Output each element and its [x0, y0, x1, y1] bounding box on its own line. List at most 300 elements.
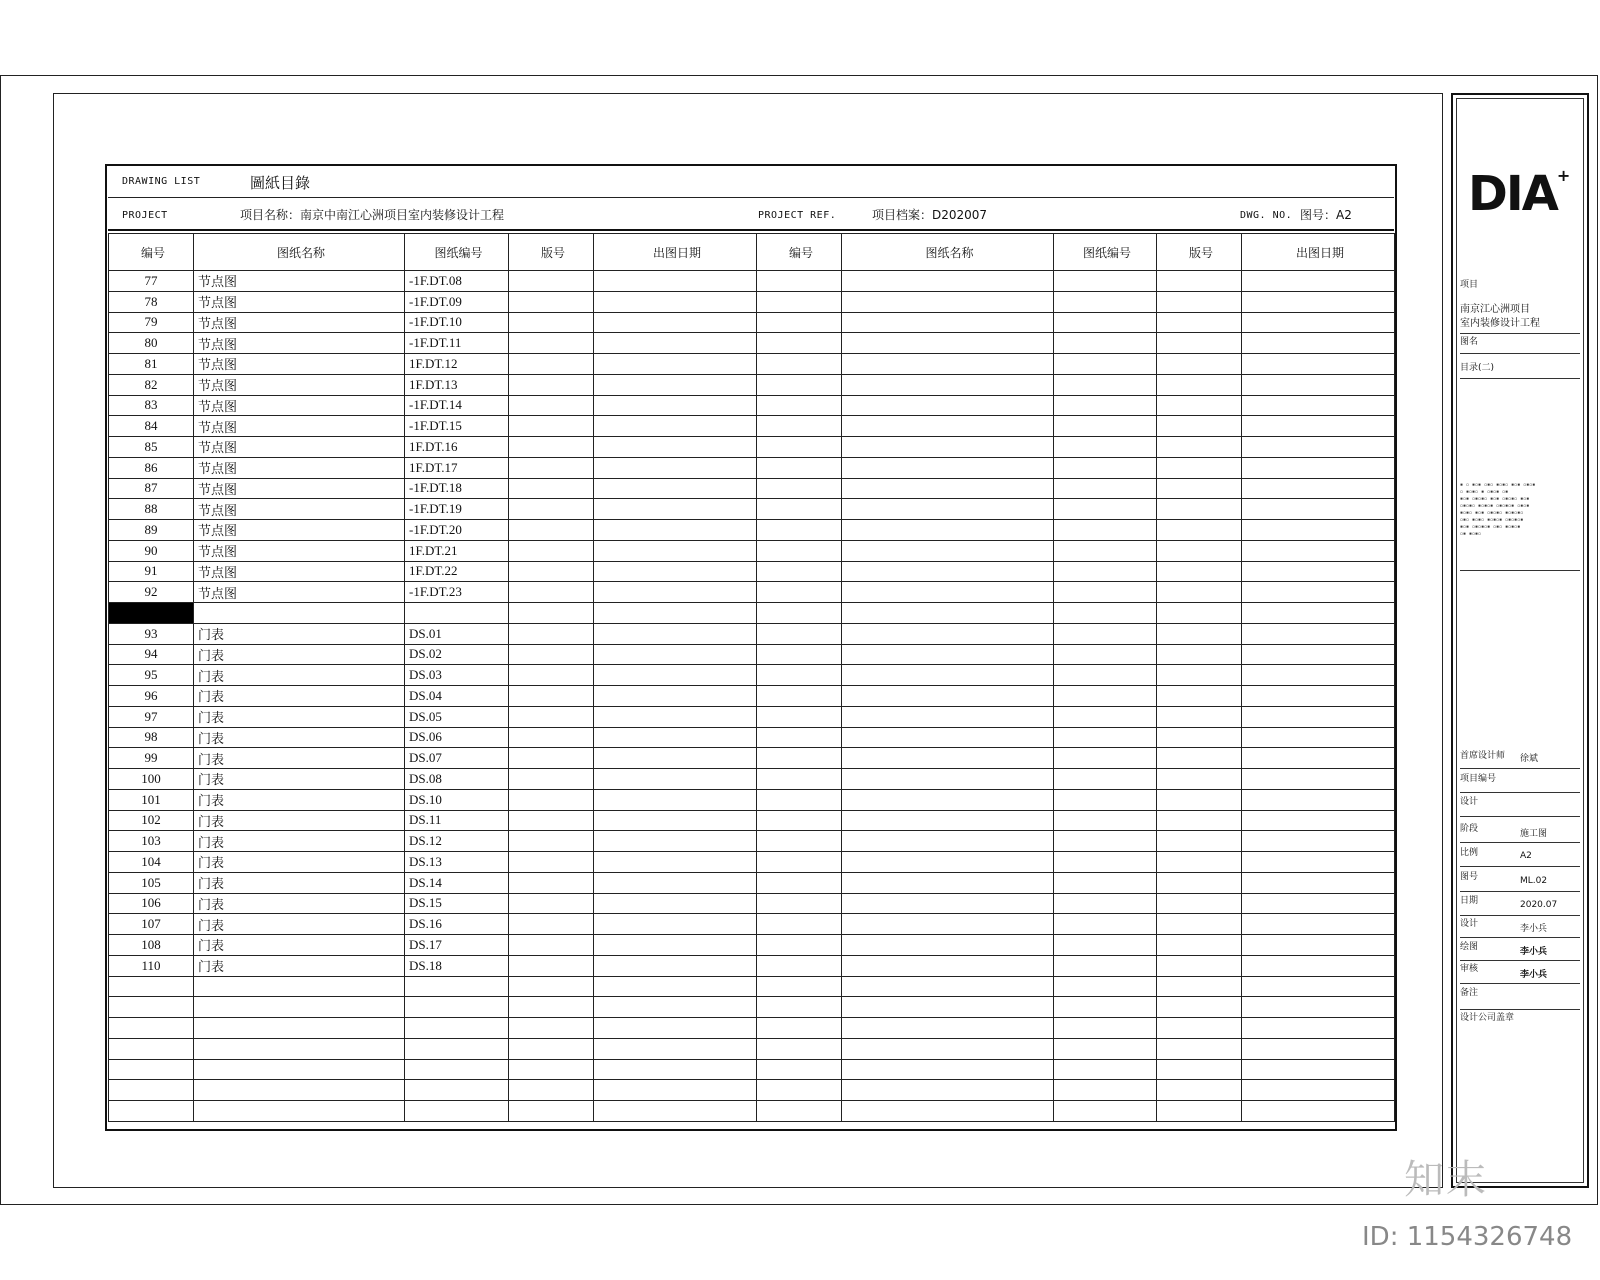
row-drawing-code [405, 1018, 509, 1039]
tb-fine-print: ▪ ▫ ▪▫▪ ▫▪▫ ▪▫▪▫ ▪▫▪ ▫▪▫▪ ▫ ▪▫▪▫ ▪ ▫▪▫▪ ▫▪ ▪▫▪ ▫▪▫▪▫ ▪▫▪ ▫▪▫▪▫ ▪▫▪ ▫▪▫▪▫ ▪▫▪▫▪ ▫▪▫▪▫▪ ▫▪▫▪ ▪▫▪▫ ▪▫▪ ▫▪▫▪▫ ▪▫▪▫▪▫ ▫▪▫ ▪▫▪▫ ▪▫▪▫▪ ▫▪▫▪▫▪ ▪▫▪ ▫▪▫▪▫▪ ▫▪▫ ▪▫▪▫▪ ▫▪ ▪▫▪▫ [1460, 482, 1536, 537]
empty-cell [842, 623, 1054, 644]
empty-cell [757, 416, 842, 437]
empty-cell [1242, 914, 1395, 935]
row-number [109, 997, 194, 1018]
empty-cell [1242, 810, 1395, 831]
empty-cell [1157, 271, 1242, 292]
table-row [109, 271, 1395, 292]
empty-cell [1054, 914, 1157, 935]
empty-cell [757, 665, 842, 686]
row-drawing-code: DS.12 [405, 831, 509, 852]
row-drawing-name: 门表 [194, 872, 405, 893]
empty-cell [1054, 499, 1157, 520]
empty-cell [594, 520, 757, 541]
empty-cell [1054, 1101, 1157, 1122]
empty-cell [594, 727, 757, 748]
empty-cell [1242, 1101, 1395, 1122]
table-row [109, 852, 1395, 873]
row-number: 101 [109, 789, 194, 810]
table-row [109, 374, 1395, 395]
tb-company-stamp: 设计公司盖章 [1460, 1013, 1515, 1023]
empty-cell [1157, 769, 1242, 790]
empty-cell [1242, 1080, 1395, 1101]
empty-cell [757, 789, 842, 810]
row-drawing-name: 节点图 [194, 271, 405, 292]
row-drawing-code: -1F.DT.14 [405, 395, 509, 416]
tb-checker-label: 审核 [1460, 964, 1479, 974]
empty-cell [1157, 789, 1242, 810]
empty-cell [594, 1018, 757, 1039]
row-drawing-code: DS.07 [405, 748, 509, 769]
empty-cell [757, 644, 842, 665]
empty-cell [842, 748, 1054, 769]
empty-cell [594, 769, 757, 790]
empty-cell [1054, 644, 1157, 665]
tb-divider [1460, 937, 1580, 938]
empty-cell [842, 374, 1054, 395]
tb-designer-signature: 李小兵 [1520, 924, 1548, 934]
empty-cell [594, 831, 757, 852]
row-drawing-name: 门表 [194, 706, 405, 727]
empty-cell [842, 1059, 1054, 1080]
row-drawing-name: 节点图 [194, 520, 405, 541]
empty-cell [842, 810, 1054, 831]
row-number: 107 [109, 914, 194, 935]
tb-project-name-2: 室内装修设计工程 [1460, 318, 1540, 329]
empty-cell [1157, 997, 1242, 1018]
row-drawing-name: 节点图 [194, 540, 405, 561]
row-drawing-code: 1F.DT.13 [405, 374, 509, 395]
empty-cell [594, 333, 757, 354]
empty-cell [509, 706, 594, 727]
empty-cell [757, 520, 842, 541]
row-drawing-name: 门表 [194, 852, 405, 873]
empty-cell [757, 1059, 842, 1080]
empty-cell [842, 540, 1054, 561]
tb-divider [1460, 816, 1580, 817]
row-number: 106 [109, 893, 194, 914]
table-row [109, 644, 1395, 665]
row-drawing-name: 门表 [194, 665, 405, 686]
empty-cell [509, 395, 594, 416]
tb-divider [1460, 570, 1580, 571]
row-number [109, 976, 194, 997]
empty-cell [509, 1038, 594, 1059]
empty-cell [594, 665, 757, 686]
empty-cell [1157, 748, 1242, 769]
dwg-no: 图号：A2 [1300, 208, 1352, 222]
tb-drawing-name: 目录(二) [1460, 363, 1495, 373]
empty-cell [594, 478, 757, 499]
empty-cell [1054, 582, 1157, 603]
empty-cell [509, 603, 594, 624]
empty-cell [509, 748, 594, 769]
empty-cell [1242, 478, 1395, 499]
empty-cell [842, 354, 1054, 375]
empty-cell [509, 1080, 594, 1101]
empty-cell [1054, 478, 1157, 499]
empty-cell [757, 478, 842, 499]
empty-cell [1054, 374, 1157, 395]
tb-divider [1460, 960, 1580, 961]
drawing-list-label: DRAWING LIST [122, 176, 201, 187]
col-header: 图纸编号 [405, 234, 509, 271]
row-drawing-code: DS.05 [405, 706, 509, 727]
empty-cell [842, 997, 1054, 1018]
empty-cell [1242, 582, 1395, 603]
row-drawing-name: 节点图 [194, 582, 405, 603]
empty-cell [842, 395, 1054, 416]
empty-cell [1242, 395, 1395, 416]
row-drawing-code: DS.17 [405, 935, 509, 956]
empty-cell [594, 416, 757, 437]
empty-cell [757, 810, 842, 831]
empty-cell [757, 769, 842, 790]
empty-cell [1242, 457, 1395, 478]
table-row [109, 416, 1395, 437]
empty-cell [509, 1101, 594, 1122]
table-row [109, 623, 1395, 644]
empty-cell [1157, 914, 1242, 935]
table-header-row [109, 234, 1395, 271]
empty-cell [1157, 810, 1242, 831]
row-drawing-name [194, 1038, 405, 1059]
row-number: 78 [109, 291, 194, 312]
row-drawing-name: 节点图 [194, 354, 405, 375]
empty-cell [842, 520, 1054, 541]
row-drawing-name [194, 976, 405, 997]
empty-cell [1157, 686, 1242, 707]
row-drawing-code: DS.13 [405, 852, 509, 873]
row-drawing-code: DS.01 [405, 623, 509, 644]
row-drawing-name [194, 603, 405, 624]
empty-cell [757, 686, 842, 707]
row-drawing-code: DS.18 [405, 955, 509, 976]
empty-cell [842, 893, 1054, 914]
empty-cell [1242, 1038, 1395, 1059]
empty-cell [1054, 291, 1157, 312]
tb-drafter-signature: 李小兵 [1520, 947, 1548, 957]
empty-cell [594, 582, 757, 603]
tb-scale-label: 比例 [1460, 848, 1479, 858]
tb-divider [1460, 792, 1580, 793]
empty-cell [1054, 1018, 1157, 1039]
empty-cell [842, 437, 1054, 458]
tb-chief-designer-label: 首席设计师 [1460, 751, 1506, 761]
row-drawing-code: DS.03 [405, 665, 509, 686]
row-drawing-code [405, 1080, 509, 1101]
empty-cell [1157, 665, 1242, 686]
empty-cell [842, 706, 1054, 727]
row-drawing-name: 门表 [194, 914, 405, 935]
empty-cell [757, 852, 842, 873]
company-logo [1468, 166, 1568, 222]
row-drawing-name: 门表 [194, 893, 405, 914]
empty-cell [842, 686, 1054, 707]
empty-cell [1242, 416, 1395, 437]
empty-cell [594, 457, 757, 478]
empty-cell [842, 499, 1054, 520]
empty-cell [1054, 810, 1157, 831]
empty-cell [1054, 561, 1157, 582]
empty-cell [1157, 955, 1242, 976]
empty-cell [1242, 727, 1395, 748]
tb-dwg-no-label: 图号 [1460, 872, 1479, 882]
empty-cell [842, 457, 1054, 478]
empty-cell [757, 893, 842, 914]
empty-cell [509, 1018, 594, 1039]
tb-dwg-no: ML.02 [1520, 876, 1548, 886]
empty-cell [1054, 603, 1157, 624]
row-drawing-name: 门表 [194, 789, 405, 810]
empty-cell [1054, 706, 1157, 727]
empty-cell [594, 810, 757, 831]
empty-cell [509, 416, 594, 437]
tb-divider [1460, 353, 1580, 354]
row-number [109, 1080, 194, 1101]
row-number: 104 [109, 852, 194, 873]
row-number: 82 [109, 374, 194, 395]
empty-cell [842, 603, 1054, 624]
empty-cell [1054, 520, 1157, 541]
logo-plus-icon: + [1556, 166, 1569, 185]
empty-cell [509, 499, 594, 520]
row-drawing-name: 节点图 [194, 395, 405, 416]
empty-cell [1242, 686, 1395, 707]
tb-date-label: 日期 [1460, 896, 1479, 906]
empty-cell [1054, 395, 1157, 416]
tb-divider [1460, 378, 1580, 379]
row-drawing-code: 1F.DT.12 [405, 354, 509, 375]
table-row [109, 437, 1395, 458]
table-row [109, 769, 1395, 790]
empty-cell [594, 686, 757, 707]
empty-cell [842, 561, 1054, 582]
empty-cell [1157, 333, 1242, 354]
empty-cell [594, 789, 757, 810]
row-number: 77 [109, 271, 194, 292]
table-row [109, 291, 1395, 312]
empty-cell [757, 540, 842, 561]
empty-cell [509, 831, 594, 852]
empty-cell [1242, 872, 1395, 893]
empty-cell [509, 1059, 594, 1080]
row-drawing-name: 节点图 [194, 478, 405, 499]
row-number: 90 [109, 540, 194, 561]
table-row [109, 1018, 1395, 1039]
empty-cell [594, 603, 757, 624]
table-row [109, 582, 1395, 603]
empty-cell [842, 727, 1054, 748]
empty-cell [509, 374, 594, 395]
empty-cell [757, 1101, 842, 1122]
empty-cell [1242, 997, 1395, 1018]
empty-cell [1242, 437, 1395, 458]
empty-cell [594, 1038, 757, 1059]
tb-project-no-label: 项目编号 [1460, 774, 1497, 784]
empty-cell [1054, 997, 1157, 1018]
table-row [109, 686, 1395, 707]
empty-cell [842, 1018, 1054, 1039]
tb-divider [1460, 1009, 1580, 1010]
empty-cell [509, 582, 594, 603]
empty-cell [1054, 312, 1157, 333]
row-drawing-name [194, 1018, 405, 1039]
empty-cell [1157, 623, 1242, 644]
row-drawing-code: 1F.DT.22 [405, 561, 509, 582]
tb-divider [1460, 768, 1580, 769]
empty-cell [594, 935, 757, 956]
tb-designer-label: 设计 [1460, 919, 1479, 929]
row-drawing-code: -1F.DT.09 [405, 291, 509, 312]
table-row [109, 478, 1395, 499]
empty-cell [509, 520, 594, 541]
empty-cell [1054, 540, 1157, 561]
table-row [109, 955, 1395, 976]
empty-cell [842, 976, 1054, 997]
table-row [109, 561, 1395, 582]
row-drawing-code: DS.15 [405, 893, 509, 914]
empty-cell [842, 291, 1054, 312]
empty-cell [757, 333, 842, 354]
row-drawing-code: -1F.DT.10 [405, 312, 509, 333]
row-drawing-name: 节点图 [194, 437, 405, 458]
row-number: 81 [109, 354, 194, 375]
empty-cell [842, 1038, 1054, 1059]
empty-cell [594, 644, 757, 665]
tb-date: 2020.07 [1520, 900, 1558, 910]
empty-cell [1242, 540, 1395, 561]
empty-cell [594, 291, 757, 312]
row-number: 102 [109, 810, 194, 831]
row-number: 97 [109, 706, 194, 727]
empty-cell [594, 1080, 757, 1101]
row-number: 92 [109, 582, 194, 603]
empty-cell [757, 955, 842, 976]
project-name: 项目名称：南京中南江心洲项目室内装修设计工程 [240, 208, 505, 222]
row-drawing-name: 门表 [194, 644, 405, 665]
row-number: 80 [109, 333, 194, 354]
row-drawing-name: 门表 [194, 769, 405, 790]
empty-cell [1242, 623, 1395, 644]
empty-cell [594, 893, 757, 914]
row-number: 87 [109, 478, 194, 499]
empty-cell [509, 312, 594, 333]
empty-cell [757, 561, 842, 582]
empty-cell [594, 540, 757, 561]
empty-cell [757, 312, 842, 333]
empty-cell [842, 582, 1054, 603]
empty-cell [509, 623, 594, 644]
empty-cell [1157, 1101, 1242, 1122]
row-number: 86 [109, 457, 194, 478]
empty-cell [1157, 603, 1242, 624]
row-drawing-code: DS.02 [405, 644, 509, 665]
empty-cell [842, 644, 1054, 665]
empty-cell [509, 437, 594, 458]
tb-divider [1460, 333, 1580, 334]
table-row [109, 1059, 1395, 1080]
empty-cell [1157, 540, 1242, 561]
empty-cell [1242, 1059, 1395, 1080]
empty-cell [1242, 312, 1395, 333]
empty-cell [1242, 271, 1395, 292]
row-drawing-code: -1F.DT.18 [405, 478, 509, 499]
empty-cell [1242, 893, 1395, 914]
tb-scale: A2 [1520, 851, 1532, 861]
empty-cell [1157, 1080, 1242, 1101]
table-row [109, 810, 1395, 831]
empty-cell [594, 374, 757, 395]
row-drawing-code [405, 603, 509, 624]
row-number: 88 [109, 499, 194, 520]
table-row [109, 333, 1395, 354]
row-number: 84 [109, 416, 194, 437]
empty-cell [1054, 769, 1157, 790]
empty-cell [1242, 852, 1395, 873]
empty-cell [757, 1018, 842, 1039]
row-drawing-name [194, 1059, 405, 1080]
row-drawing-name: 门表 [194, 686, 405, 707]
tb-chief-designer: 徐斌 [1520, 754, 1539, 764]
table-row [109, 312, 1395, 333]
empty-cell [1157, 727, 1242, 748]
row-drawing-code: DS.16 [405, 914, 509, 935]
tb-remark-label: 备注 [1460, 988, 1479, 998]
row-number: 89 [109, 520, 194, 541]
empty-cell [1242, 955, 1395, 976]
row-drawing-code: DS.10 [405, 789, 509, 810]
row-drawing-code: -1F.DT.15 [405, 416, 509, 437]
empty-cell [1054, 271, 1157, 292]
empty-cell [842, 935, 1054, 956]
row-drawing-code: DS.04 [405, 686, 509, 707]
empty-cell [1157, 520, 1242, 541]
empty-cell [1242, 333, 1395, 354]
empty-cell [757, 997, 842, 1018]
empty-cell [1242, 354, 1395, 375]
table-row [109, 1038, 1395, 1059]
row-drawing-name: 节点图 [194, 499, 405, 520]
row-drawing-code: DS.14 [405, 872, 509, 893]
empty-cell [1242, 499, 1395, 520]
table-row [109, 1080, 1395, 1101]
empty-cell [1242, 561, 1395, 582]
empty-cell [1054, 976, 1157, 997]
empty-cell [1157, 291, 1242, 312]
empty-cell [842, 789, 1054, 810]
empty-cell [1157, 852, 1242, 873]
row-drawing-code: -1F.DT.11 [405, 333, 509, 354]
row-drawing-code: -1F.DT.23 [405, 582, 509, 603]
empty-cell [509, 333, 594, 354]
row-drawing-code [405, 976, 509, 997]
empty-cell [509, 769, 594, 790]
empty-cell [757, 623, 842, 644]
row-drawing-code: DS.06 [405, 727, 509, 748]
empty-cell [757, 457, 842, 478]
empty-cell [509, 478, 594, 499]
empty-cell [1054, 1080, 1157, 1101]
empty-cell [1054, 1059, 1157, 1080]
row-drawing-name [194, 1101, 405, 1122]
empty-cell [757, 437, 842, 458]
row-drawing-code: 1F.DT.16 [405, 437, 509, 458]
empty-cell [1054, 686, 1157, 707]
col-header: 出图日期 [594, 234, 757, 271]
row-number [109, 1018, 194, 1039]
empty-cell [509, 561, 594, 582]
